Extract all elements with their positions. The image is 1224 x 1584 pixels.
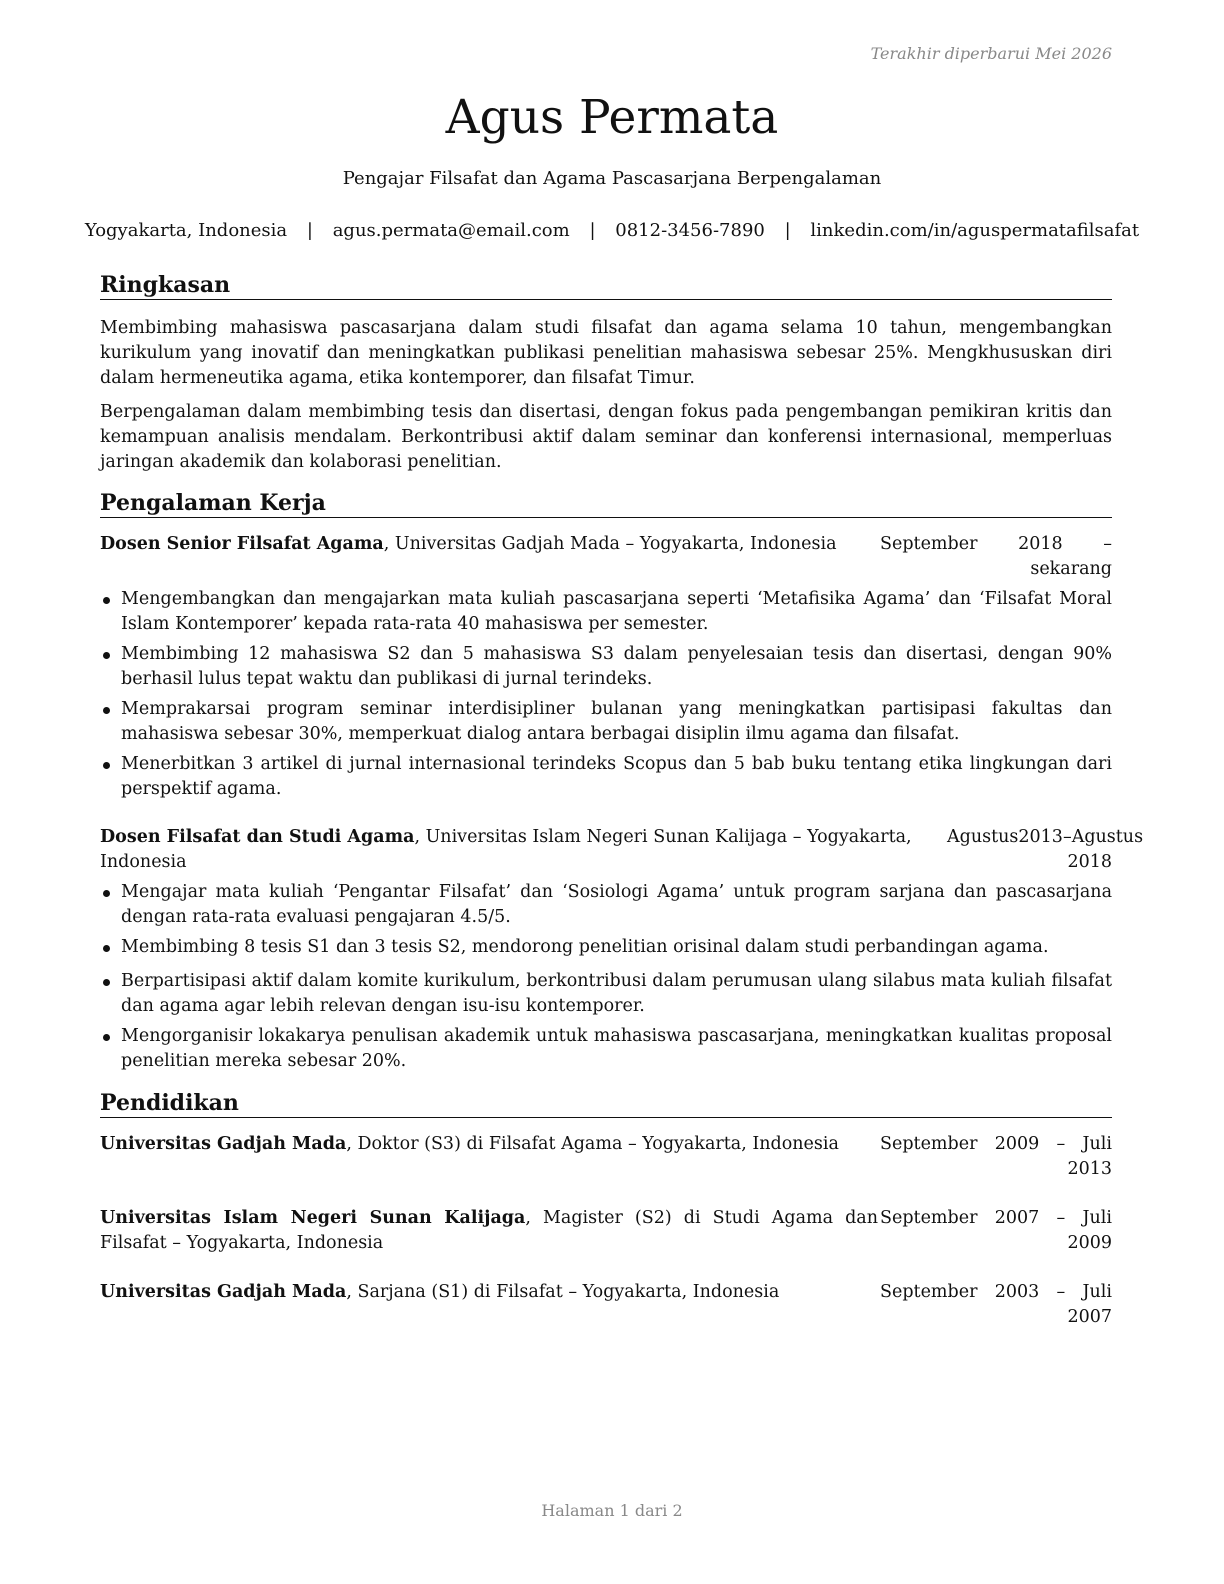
date-month: September [880, 1282, 978, 1302]
job-entry [100, 532, 1112, 802]
date-month: Juli [1082, 1208, 1112, 1228]
date-year: 2013 [1018, 827, 1063, 847]
section-title-summary: Ringkasan [100, 271, 1112, 300]
job-entry [100, 825, 1144, 1074]
education-degree: , Doktor (S3) di Filsafat Agama – Yogyakarta, Indonesia [346, 1134, 839, 1154]
date-dash: – [1103, 534, 1112, 554]
education-degree: , Sarjana (S1) di Filsafat – Yogyakarta, Indonesia [346, 1282, 780, 1302]
education-degree: , Magister (S2) di Studi Agama dan Filsafat – Yogyakarta, Indonesia [100, 1208, 878, 1253]
summary-paragraph-1: Membimbing mahasiswa pascasarjana dalam studi filsafat dan agama selama 10 tahun, mengembangkan kurikulum yang inovatif dan meningkatkan publikasi penelitian mahasiswa sebesar 25%. Mengkhususkan diri dalam hermeneutika agama, etika kontemporer, dan filsafat Timur. [100, 318, 1112, 388]
date-month: Agustus [947, 827, 1019, 847]
date-year: 2009 [994, 1134, 1040, 1154]
contact-phone[interactable]: 0812-3456-7890 [615, 220, 765, 241]
job-date-line-1 [880, 532, 1112, 557]
contact-email[interactable]: agus.permata@email.com [332, 220, 570, 241]
date-dash: – [1056, 1282, 1066, 1302]
education-title-line [100, 1280, 870, 1330]
section-title-experience: Pengalaman Kerja [100, 489, 1112, 518]
date-month: Juli [1082, 1134, 1112, 1154]
list-item: Membimbing 8 tesis S1 dan 3 tesis S2, mendorong penelitian orisinal dalam studi perbandingan agama. [100, 935, 1112, 960]
education-date-line-2: 2007 [1067, 1307, 1112, 1327]
job-organization: , Universitas Gadjah Mada – Yogyakarta, Indonesia [383, 534, 837, 554]
education-date-line-1 [880, 1132, 1112, 1157]
job-title-line [100, 825, 947, 875]
education-date-line-1 [880, 1280, 1112, 1305]
date-year: 2007 [994, 1208, 1040, 1228]
list-item: Membimbing 12 mahasiswa S2 dan 5 mahasiswa S3 dalam penyelesaian tesis dan disertasi, dengan 90% berhasil lulus tepat waktu dan publikasi di jurnal terindeks. [100, 642, 1112, 692]
date-month: September [880, 1134, 978, 1154]
candidate-tagline: Pengajar Filsafat dan Agama Pascasarjana Berpengalaman [342, 168, 882, 189]
contact-line [0, 219, 1224, 243]
education-school: Universitas Islam Negeri Sunan Kalijaga [100, 1208, 526, 1228]
list-item: Menerbitkan 3 artikel di jurnal internasional terindeks Scopus dan 5 bab buku tentang etika lingkungan dari perspektif agama. [100, 752, 1112, 802]
summary-section [100, 271, 1112, 475]
job-dates [947, 825, 1144, 875]
education-date-line-2: 2009 [1067, 1233, 1112, 1253]
contact-separator: | [784, 220, 791, 241]
education-entry [100, 1206, 1112, 1256]
date-month: September [880, 534, 978, 554]
job-header [100, 532, 1112, 582]
list-item: Mengembangkan dan mengajarkan mata kuliah pascasarjana seperti ‘Metafisika Agama’ dan ‘Filsafat Moral Islam Kontemporer’ kepada rata-rata 40 mahasiswa per semester. [100, 587, 1112, 637]
section-title-education: Pendidikan [100, 1089, 1112, 1118]
list-item: Mengorganisir lokakarya penulisan akademik untuk mahasiswa pascasarjana, meningkatkan kualitas proposal penelitian mereka sebesar 20%. [100, 1024, 1112, 1074]
education-entry [100, 1280, 1112, 1330]
date-month: September [880, 1208, 978, 1228]
education-section [100, 1089, 1112, 1330]
education-dates [880, 1280, 1112, 1330]
job-date-line-1 [947, 825, 1144, 850]
candidate-name: Agus Permata [445, 90, 779, 145]
contact-linkedin[interactable]: linkedin.com/in/aguspermatafilsafat [810, 220, 1140, 241]
job-organization: , Universitas Islam Negeri Sunan Kalijaga – Yogyakarta, Indonesia [100, 827, 912, 872]
education-dates [880, 1206, 1112, 1256]
list-item: Mengajar mata kuliah ‘Pengantar Filsafat’ dan ‘Sosiologi Agama’ untuk program sarjana dan pascasarjana dengan rata-rata evaluasi pengajaran 4.5/5. [100, 880, 1112, 930]
job-bullets [100, 587, 1112, 802]
page-number: Halaman 1 dari 2 [541, 1501, 683, 1520]
list-item: Berpartisipasi aktif dalam komite kurikulum, berkontribusi dalam perumusan ulang silabus mata kuliah filsafat dan agama agar lebih relevan dengan isu-isu kontemporer. [100, 969, 1112, 1019]
job-role: Dosen Senior Filsafat Agama [100, 534, 384, 554]
job-dates [880, 532, 1112, 582]
contact-separator: | [589, 220, 596, 241]
date-dash: – [1056, 1208, 1066, 1228]
education-school: Universitas Gadjah Mada [100, 1134, 347, 1154]
summary-paragraph-2: Berpengalaman dalam membimbing tesis dan disertasi, dengan fokus pada pengembangan pemikiran kritis dan kemampuan analisis mendalam. Berkontribusi aktif dalam seminar dan konferensi internasional, memperluas jaringan akademik dan kolaborasi penelitian. [100, 402, 1112, 472]
education-title-line [100, 1132, 870, 1182]
date-dash: – [1062, 827, 1072, 847]
last-updated-note: Terakhir diperbarui Mei 2026 [870, 44, 1112, 63]
job-title-line [100, 532, 870, 582]
education-date-line-2: 2013 [1067, 1159, 1112, 1179]
education-date-line-1 [880, 1206, 1112, 1231]
job-header [100, 825, 1144, 875]
education-entry [100, 1132, 1112, 1182]
date-year: 2018 [1018, 534, 1063, 554]
job-role: Dosen Filsafat dan Studi Agama [100, 827, 415, 847]
experience-section [100, 489, 1144, 1074]
job-date-line-2: 2018 [1067, 852, 1112, 872]
list-item: Memprakarsai program seminar interdisipliner bulanan yang meningkatkan partisipasi fakultas dan mahasiswa sebesar 30%, memperkuat dialog antara berbagai disiplin ilmu agama dan filsafat. [100, 697, 1112, 747]
date-dash: – [1056, 1134, 1066, 1154]
job-bullets [100, 880, 1112, 1074]
job-date-line-2: sekarang [1030, 559, 1112, 579]
contact-separator: | [306, 220, 313, 241]
contact-location: Yogyakarta, Indonesia [84, 220, 288, 241]
date-month: Juli [1082, 1282, 1112, 1302]
date-month: Agustus [1071, 827, 1144, 847]
education-title-line [100, 1206, 878, 1256]
date-year: 2003 [994, 1282, 1040, 1302]
education-dates [880, 1132, 1112, 1182]
education-school: Universitas Gadjah Mada [100, 1282, 347, 1302]
